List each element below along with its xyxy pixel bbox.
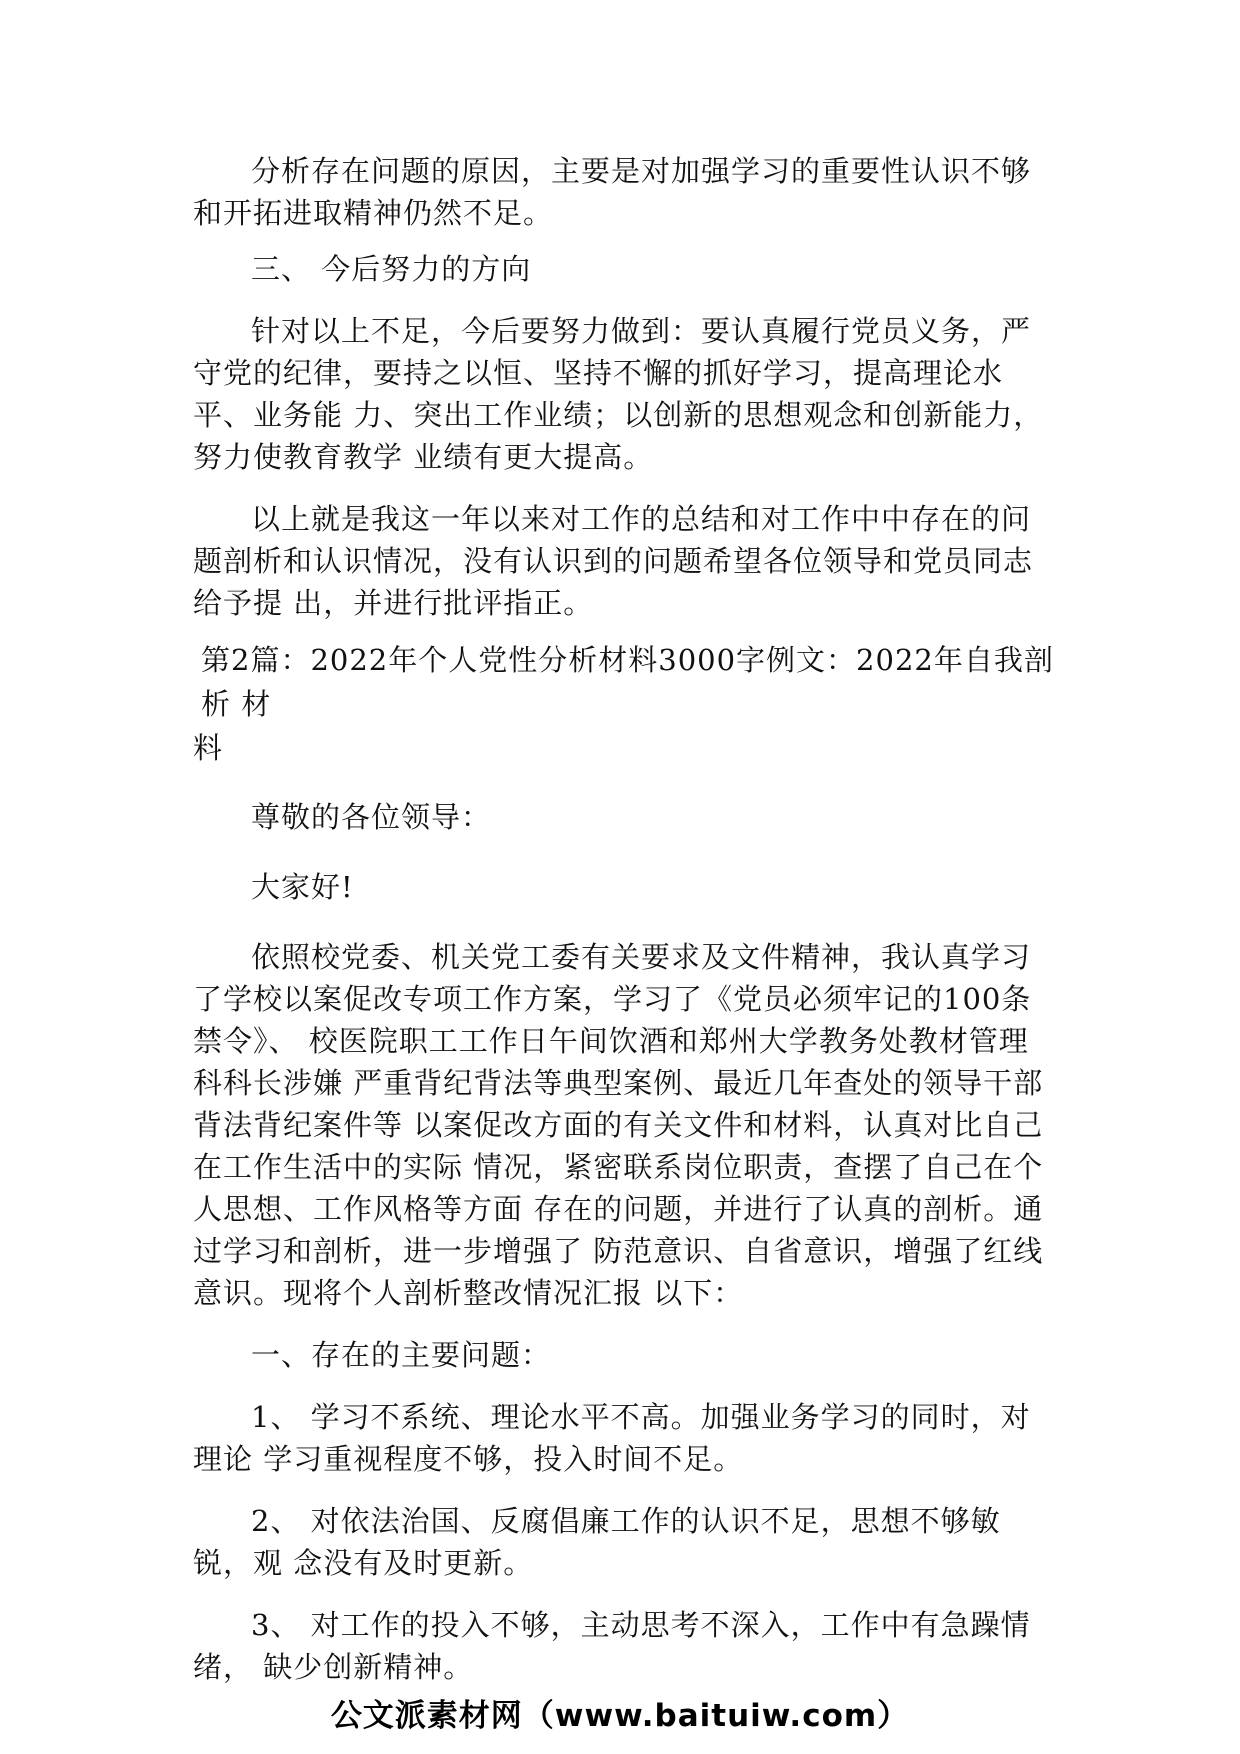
paragraph-future-efforts: 针对以上不足，今后要努力做到：要认真履行党员义务，严守党的纪律，要持之以恒、坚持不懈的抓好学习，提高理论水平、业务能 力、突出工作业绩；以创新的思想观念和创新能力，努力使教育教学 业绩有更大提高。 <box>193 314 1044 474</box>
section-heading-future-direction: 三、 今后努力的方向 <box>251 252 532 286</box>
problem-item: 1、 学习不系统、理论水平不高。加强业务学习的同时，对理论 学习重视程度不够，投入时间不足。 <box>193 1400 1031 1476</box>
paragraph-cause-analysis: 分析存在问题的原因，主要是对加强学习的重要性认识不够和开拓进取精神仍然不足。 <box>193 154 1032 230</box>
paragraph-conclusion: 以上就是我这一年以来对工作的总结和对工作中中存在的问题剖析和认识情况，没有认识到的问题希望各位领导和党员同志给予提 出，并进行批评指正。 <box>193 502 1034 620</box>
article-2-title-continuation: 料 <box>193 731 223 765</box>
section-heading-main-problems: 一、存在的主要问题： <box>251 1338 552 1372</box>
problem-item: 2、 对依法治国、反腐倡廉工作的认识不足，思想不够敏锐，观 念没有及时更新。 <box>193 1504 1001 1580</box>
article-2-title: 第2篇：2022年个人党性分析材料3000字例文：2022年自我剖析 材 <box>201 643 1054 721</box>
salutation: 尊敬的各位领导： <box>251 800 492 834</box>
document-body <box>193 150 1055 1708</box>
paragraph-introduction: 依照校党委、机关党工委有关要求及文件精神，我认真学习了学校以案促改专项工作方案，学习了《党员必须牢记的100条禁令》、 校医院职工工作日午间饮酒和郑州大学教务处教材管理科科长涉嫌 严重背纪背法等典型案例、最近几年查处的领导干部背法背纪案件等 以案促改方面的有关文件和材料，认真对比自己在工作生活中的实际 情况，紧密联系岗位职责，查摆了自己在个人思想、工作风格等方面 存在的问题，并进行了认真的剖析。通过学习和剖析，进一步增强了 防范意识、自省意识，增强了红线意识。现将个人剖析整改情况汇报 以下： <box>193 940 1044 1310</box>
site-watermark-footer: 公文派素材网（www.baituiw.com） <box>330 1698 910 1734</box>
greeting: 大家好! <box>251 870 354 904</box>
problem-item: 3、 对工作的投入不够，主动思考不深入，工作中有急躁情绪， 缺少创新精神。 <box>193 1608 1031 1684</box>
